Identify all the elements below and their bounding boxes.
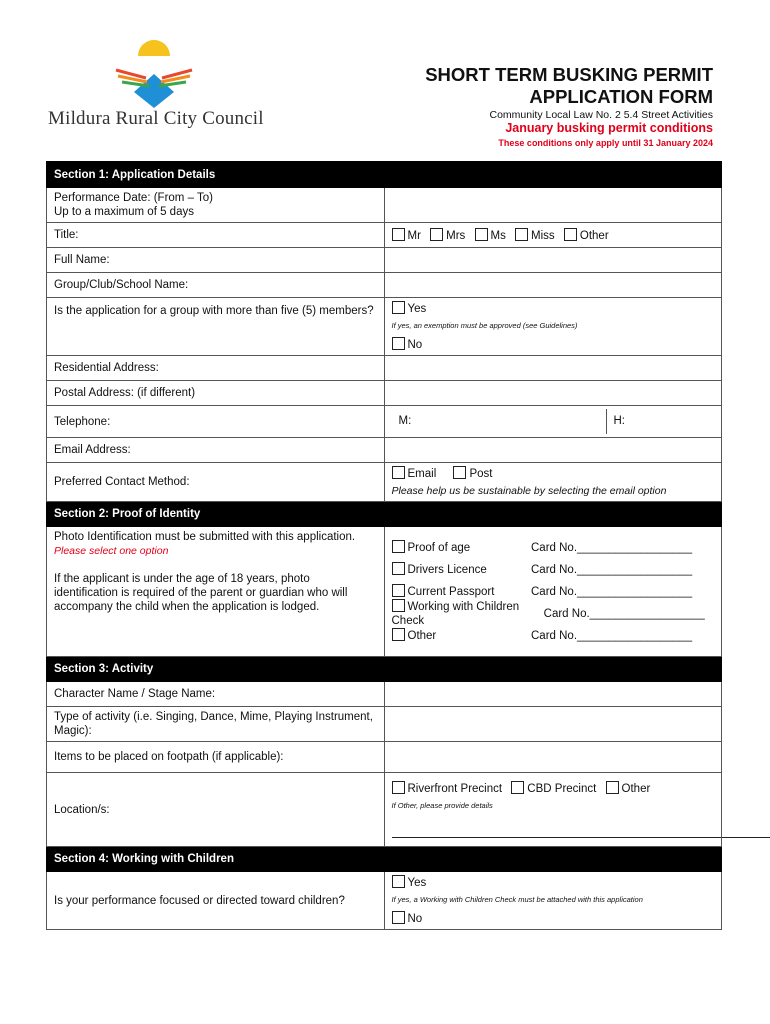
checkbox-icon[interactable] — [515, 228, 528, 241]
location-details-line[interactable] — [392, 827, 770, 838]
contact-method-label: Preferred Contact Method: — [47, 463, 385, 502]
email-address-field[interactable] — [384, 438, 722, 463]
group-name-field[interactable] — [384, 273, 722, 298]
id-wwc-check[interactable]: Working with Children Check Card No.__________________ — [391, 601, 705, 627]
section-4-heading: Section 4: Working with Children — [47, 847, 722, 872]
select-one-note: Please select one option — [54, 545, 169, 557]
checkbox-icon[interactable] — [475, 228, 488, 241]
title-miss[interactable]: Miss — [515, 228, 555, 243]
checkbox-icon[interactable] — [392, 599, 405, 612]
character-name-label: Character Name / Stage Name: — [47, 682, 385, 707]
checkbox-icon[interactable] — [392, 875, 405, 888]
activity-type-label: Type of activity (i.e. Singing, Dance, Mime, Playing Instrument, Magic): — [47, 707, 385, 742]
checkbox-icon[interactable] — [564, 228, 577, 241]
location-options — [384, 773, 722, 847]
group-size-label: Is the application for a group with more than five (5) members? — [47, 298, 385, 356]
title-ms[interactable]: Ms — [475, 228, 506, 243]
residential-address-label: Residential Address: — [47, 356, 385, 381]
footpath-items-label: Items to be placed on footpath (if applicable): — [47, 742, 385, 773]
postal-address-label: Postal Address: (if different) — [47, 381, 385, 406]
council-name: Mildura Rural City Council — [48, 108, 264, 129]
title-mrs[interactable]: Mrs — [430, 228, 465, 243]
title-mr[interactable]: Mr — [392, 228, 421, 243]
title-label: Title: — [47, 223, 385, 248]
id-proof-of-age[interactable]: Proof of age Card No.__________________ — [392, 537, 715, 559]
checkbox-icon[interactable] — [392, 911, 405, 924]
children-yes[interactable]: Yes — [392, 875, 715, 890]
group-exemption-note: If yes, an exemption must be approved (see Guidelines) — [391, 321, 578, 330]
activity-type-field[interactable] — [384, 707, 722, 742]
home-phone-field[interactable]: H: — [613, 415, 625, 427]
location-label: Location/s: — [47, 773, 385, 847]
group-no[interactable]: No — [392, 337, 715, 352]
contact-post[interactable]: Post — [453, 466, 492, 481]
conditions-heading: January busking permit conditions — [505, 121, 713, 135]
section-2-heading: Section 2: Proof of Identity — [47, 502, 722, 527]
location-riverfront[interactable]: Riverfront Precinct — [392, 781, 503, 796]
group-size-options — [384, 298, 722, 356]
checkbox-icon[interactable] — [392, 540, 405, 553]
title-other[interactable]: Other — [564, 228, 609, 243]
id-drivers-licence[interactable]: Drivers Licence Card No.__________________ — [392, 559, 715, 581]
title-options — [384, 223, 722, 248]
photo-id-info: Photo Identification must be submitted with this application. Please select one option If the applicant is under the age of 18 years, photo identification is required of the parent or guardian who will accompany the child when the application is lodged. — [47, 527, 385, 657]
full-name-label: Full Name: — [47, 248, 385, 273]
checkbox-icon[interactable] — [392, 228, 405, 241]
group-name-label: Group/Club/School Name: — [47, 273, 385, 298]
checkbox-icon[interactable] — [392, 584, 405, 597]
residential-address-field[interactable] — [384, 356, 722, 381]
location-other-note: If Other, please provide details — [391, 801, 493, 810]
contact-method-options — [384, 463, 722, 502]
telephone-label: Telephone: — [47, 406, 385, 438]
application-form — [46, 161, 722, 930]
section-1-heading: Section 1: Application Details — [47, 162, 722, 188]
group-yes[interactable]: Yes — [392, 301, 715, 316]
mobile-field[interactable]: M: — [392, 409, 607, 434]
checkbox-icon[interactable] — [392, 301, 405, 314]
children-options — [384, 872, 722, 930]
subtitle: Community Local Law No. 2 5.4 Street Activities — [489, 109, 713, 121]
performance-date-field[interactable] — [384, 188, 722, 223]
checkbox-icon[interactable] — [453, 466, 466, 479]
id-other[interactable]: Other Card No.__________________ — [392, 625, 715, 647]
mildura-council-logo — [114, 34, 194, 110]
id-current-passport[interactable]: Current Passport Card No.__________________ — [392, 581, 715, 603]
checkbox-icon[interactable] — [392, 781, 405, 794]
section-3-heading: Section 3: Activity — [47, 657, 722, 682]
character-name-field[interactable] — [384, 682, 722, 707]
council-logo — [46, 34, 264, 134]
performance-date-label: Performance Date: (From – To) Up to a maximum of 5 days — [47, 188, 385, 223]
full-name-field[interactable] — [384, 248, 722, 273]
checkbox-icon[interactable] — [606, 781, 619, 794]
footpath-items-field[interactable] — [384, 742, 722, 773]
checkbox-icon[interactable] — [511, 781, 524, 794]
children-no[interactable]: No — [392, 911, 715, 926]
conditions-note: These conditions only apply until 31 January 2024 — [498, 138, 713, 148]
checkbox-icon[interactable] — [392, 562, 405, 575]
email-address-label: Email Address: — [47, 438, 385, 463]
contact-note: Please help us be sustainable by selecting the email option — [391, 485, 667, 497]
page-title: SHORT TERM BUSKING PERMIT APPLICATION FORM — [425, 64, 713, 107]
postal-address-field[interactable] — [384, 381, 722, 406]
checkbox-icon[interactable] — [392, 466, 405, 479]
location-other[interactable]: Other — [606, 781, 651, 796]
checkbox-icon[interactable] — [392, 628, 405, 641]
children-wwc-note: If yes, a Working with Children Check must be attached with this application — [391, 895, 643, 904]
location-cbd[interactable]: CBD Precinct — [511, 781, 596, 796]
checkbox-icon[interactable] — [430, 228, 443, 241]
id-options — [384, 527, 722, 657]
contact-email[interactable]: Email — [392, 466, 437, 481]
telephone-fields — [384, 406, 722, 438]
children-question-label: Is your performance focused or directed toward children? — [47, 872, 385, 930]
checkbox-icon[interactable] — [392, 337, 405, 350]
